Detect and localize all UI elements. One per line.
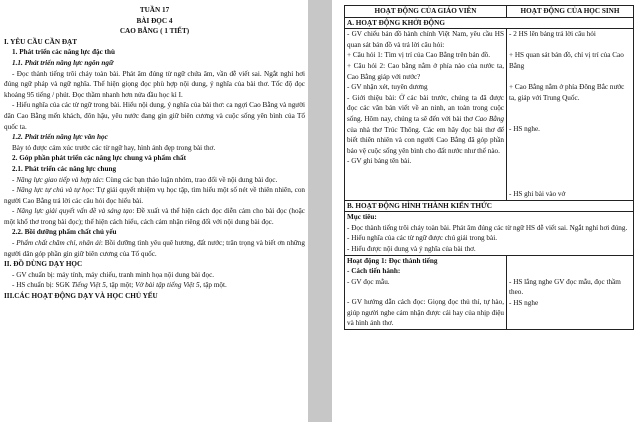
teacher-activities-a: - GV chiếu bản đồ hành chính Việt Nam, yêu cầu HS quan sát bản đồ và trả lời câu hỏi: + Câu hỏi 1: Tìm vị trí của Cao Bằng trên bản đồ. + Câu hỏi 2: Cao bằng nằm ở phía nào của nước ta, Cao Bằng giáp với nước? - GV nhận xét, tuyên dương - Giới thiệu bài: Ở các bài trước, chúng ta đã được đọc các văn bản viết về an ninh, an toàn trong cuộc sống. Hôm nay, chúng ta sẽ đến với bài thơ Cao Bằng của nhà thơ Trúc Thông. Các em hãy đọc bài thơ để biết thiên nhiên và con người Cao Bằng đã góp phần bảo vệ cuộc sống yên bình cho đất nước như thế nào. - GV ghi bảng tên bài. bbox=[345, 29, 507, 200]
subsection-2-1-heading: 2.1. Phát triển các năng lực chung bbox=[12, 164, 117, 173]
table-row bbox=[345, 212, 634, 255]
lesson-heading: BÀI ĐỌC 4 bbox=[136, 16, 173, 25]
paragraph-problem-solving: - Năng lực giải quyết vấn đề và sáng tạo: Đề xuất và thể hiện cách đọc diễn cảm cho bài đọc (hoặc một khổ thơ trong bài đọc); thể hiện cách hiểu, cách cảm nhận riêng đối với nội dung bài đọc. bbox=[4, 207, 305, 226]
paragraph-self-study: - Năng lực tự chủ và tự học: Tự giải quyết nhiệm vụ học tập, tìm hiểu một số nét về thiên nhiên, con người Cao Bằng trả lời các câu hỏi đọc hiểu bài. bbox=[4, 186, 306, 205]
week-heading: TUẦN 17 bbox=[139, 6, 170, 14]
table-row bbox=[345, 255, 634, 330]
subsection-1-1-heading: 1.1. Phát triển năng lực ngôn ngữ bbox=[12, 58, 114, 67]
paragraph-qualities: - Phẩm chất chăm chỉ, nhân ái: Bồi dưỡng tình yêu quê hương, đất nước; trân trọng và biết ơn những người dân góp phần gìn giữ biên cương của Tổ quốc. bbox=[4, 239, 305, 258]
section-b-heading: B. HOẠT ĐỘNG HÌNH THÀNH KIẾN THỨC bbox=[345, 200, 634, 212]
paragraph-literature: Bày tỏ được cảm xúc trước các từ ngữ hay, hình ảnh đẹp trong bài thơ. bbox=[12, 143, 216, 152]
section-a-row bbox=[345, 17, 634, 29]
left-page bbox=[0, 0, 308, 422]
section-1-heading: I. YÊU CẦU CẦN ĐẠT bbox=[4, 37, 78, 46]
right-page bbox=[332, 0, 640, 422]
teacher-activities-b: Hoạt động 1: Đọc thành tiếng - Cách tiến hành: - GV đọc mẫu. - GV hướng dẫn cách đọc: Giọng đọc thủ thỉ, tự hào, giúp người nghe cảm nhận được cái hay của nhịp điệu và hình ảnh thơ. bbox=[345, 255, 507, 330]
section-3-heading: III.CÁC HOẠT ĐỘNG DẠY VÀ HỌC CHỦ YẾU bbox=[4, 292, 158, 301]
paragraph-communication: - Năng lực giao tiếp và hợp tác: Cùng các bạn thảo luận nhóm, trao đổi về nội dung bài đọc. bbox=[12, 175, 278, 184]
student-activities-b: - HS lắng nghe GV đọc mẫu, đọc thầm theo. - HS nghe bbox=[507, 255, 634, 330]
paragraph-student-prep: - HS chuẩn bị: SGK Tiếng Việt 5, tập một; Vở bài tập tiếng Việt 5, tập một. bbox=[12, 281, 227, 290]
paragraph-reading: - Đọc thành tiếng trôi chảy toàn bài. Phát âm đúng từ ngữ chứa âm, vần dễ viết sai. Ngắt nghỉ hơi đúng ngữ pháp và ngữ nghĩa. Thể hiện giọng đọc phù hợp nội dung, ý nghĩa của bài thơ. Tốc độ đọc khoảng 95 tiếng / phút. Đọc thầm nhanh hơn nửa đầu học kì I. bbox=[4, 69, 305, 99]
table-header-row bbox=[345, 6, 634, 18]
lesson-title: CAO BẰNG ( 1 TIẾT) bbox=[119, 27, 190, 36]
section-b-row bbox=[345, 200, 634, 212]
goals-cell: Mục tiêu: - Đọc thành tiếng trôi chảy toàn bài. Phát âm đúng các từ ngữ HS dễ viết sai. Ngắt nghỉ hơi đúng. - Hiểu nghĩa của các từ ngữ được chú giải trong bài. - Hiểu được nội dung và ý nghĩa của bài thơ. bbox=[345, 212, 634, 255]
activities-table bbox=[344, 5, 634, 330]
subsection-1-2-heading: 1.2. Phát triển năng lực văn học bbox=[12, 133, 108, 142]
paragraph-understanding: - Hiểu nghĩa của các từ ngữ trong bài. Hiểu nội dung, ý nghĩa của bài thơ: ca ngợi Cao Bằng và người dân Cao Bằng mến khách, đôn hậu, yêu nước đang gìn giữ biên cương và cuộc sống yên bình của Tổ quốc ta. bbox=[4, 101, 305, 131]
student-activities-a: - 2 HS lên bảng trả lời câu hỏi + HS quan sát bản đồ, chỉ vị trí của Cao Bằng + Cao Bằng nằm ở phía Đông Bắc nước ta, giáp với Trung Quốc. - HS nghe. - HS ghi bài vào vở bbox=[507, 29, 634, 200]
teacher-column-header: HOẠT ĐỘNG CỦA GIÁO VIÊN bbox=[345, 6, 507, 18]
subsection-2-2-heading: 2.2. Bồi dưỡng phẩm chất chủ yếu bbox=[12, 228, 117, 237]
subsection-1-heading: 1. Phát triển các năng lực đặc thù bbox=[12, 48, 115, 57]
section-2-heading: II. ĐỒ DÙNG DẠY HỌC bbox=[4, 260, 83, 269]
section-a-heading: A. HOẠT ĐỘNG KHỞI ĐỘNG bbox=[345, 17, 634, 29]
subsection-2-heading: 2. Góp phần phát triển các năng lực chung và phẩm chất bbox=[12, 154, 187, 163]
paragraph-teacher-prep: - GV chuẩn bị: máy tính, máy chiếu, tranh minh họa nội dung bài đọc. bbox=[12, 270, 215, 279]
table-row bbox=[345, 29, 634, 200]
student-column-header: HOẠT ĐỘNG CỦA HỌC SINH bbox=[507, 6, 634, 18]
